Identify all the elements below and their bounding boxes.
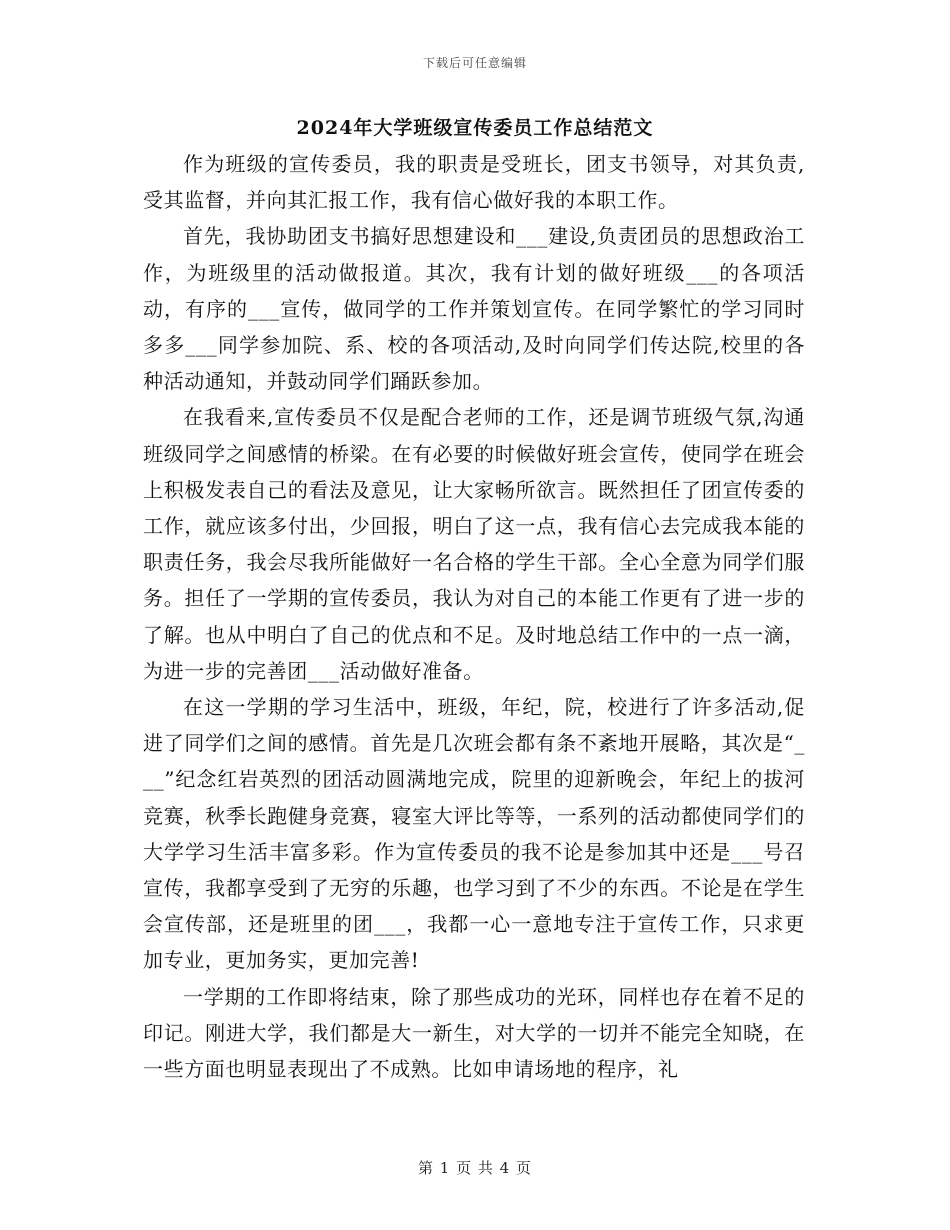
paragraph: 一学期的工作即将结束，除了那些成功的光环，同样也存在着不足的印记。刚进大学，我们都是大一新生，对大学的一切并不能完全知晓，在一些方面也明显表现出了不成熟。比如申请场地的程序，礼 (143, 984, 805, 1082)
paragraph: 在我看来,宣传委员不仅是配合老师的工作，还是调节班级气氛,沟通班级同学之间感情的桥梁。在有必要的时候做好班会宣传，使同学在班会上积极发表自己的看法及意见，让大家畅所欲言。既然担任了团宣传委的工作，就应该多付出，少回报，明白了这一点，我有信心去完成我本能的职责任务，我会尽我所能做好一名合格的学生干部。全心全意为同学们服务。担任了一学期的宣传委员，我认为对自己的本能工作更有了进一步的了解。也从中明白了自己的优点和不足。及时地总结工作中的一点一滴，为进一步的完善团___活动做好准备。 (143, 405, 805, 683)
paragraph: 首先，我协助团支书搞好思想建设和___建设,负责团员的思想政治工作，为班级里的活动做报道。其次，我有计划的做好班级___的各项活动，有序的___宣传，做同学的工作并策划宣传。在同学繁忙的学习同时多多___同学参加院、系、校的各项活动,及时向同学们传达院,校里的各种活动通知，并鼓动同学们踊跃参加。 (143, 224, 805, 394)
page-header-note: 下载后可任意编辑 (422, 56, 527, 70)
page-number: 第 1 页 共 4 页 (418, 1159, 532, 1177)
paragraph: 在这一学期的学习生活中，班级，年纪，院，校进行了许多活动,促进了同学们之间的感情。首先是几次班会都有条不紊地开展略，其次是“___”纪念红岩英烈的团活动圆满地完成，院里的迎新晚会，年纪上的拔河竞赛，秋季长跑健身竞赛，寝室大评比等等，一系列的活动都使同学们的大学学习生活丰富多彩。作为宣传委员的我不论是参加其中还是___号召宣传，我都享受到了无穷的乐趣，也学习到了不少的东西。不论是在学生会宣传部，还是班里的团___，我都一心一意地专注于宣传工作，只求更加专业，更加务实，更加完善! (143, 695, 805, 973)
document-title: 2024年大学班级宣传委员工作总结范文 (296, 117, 654, 139)
document-body (143, 146, 805, 1087)
paragraph: 作为班级的宣传委员，我的职责是受班长，团支书领导，对其负责,受其监督，并向其汇报工作，我有信心做好我的本职工作。 (143, 152, 805, 213)
